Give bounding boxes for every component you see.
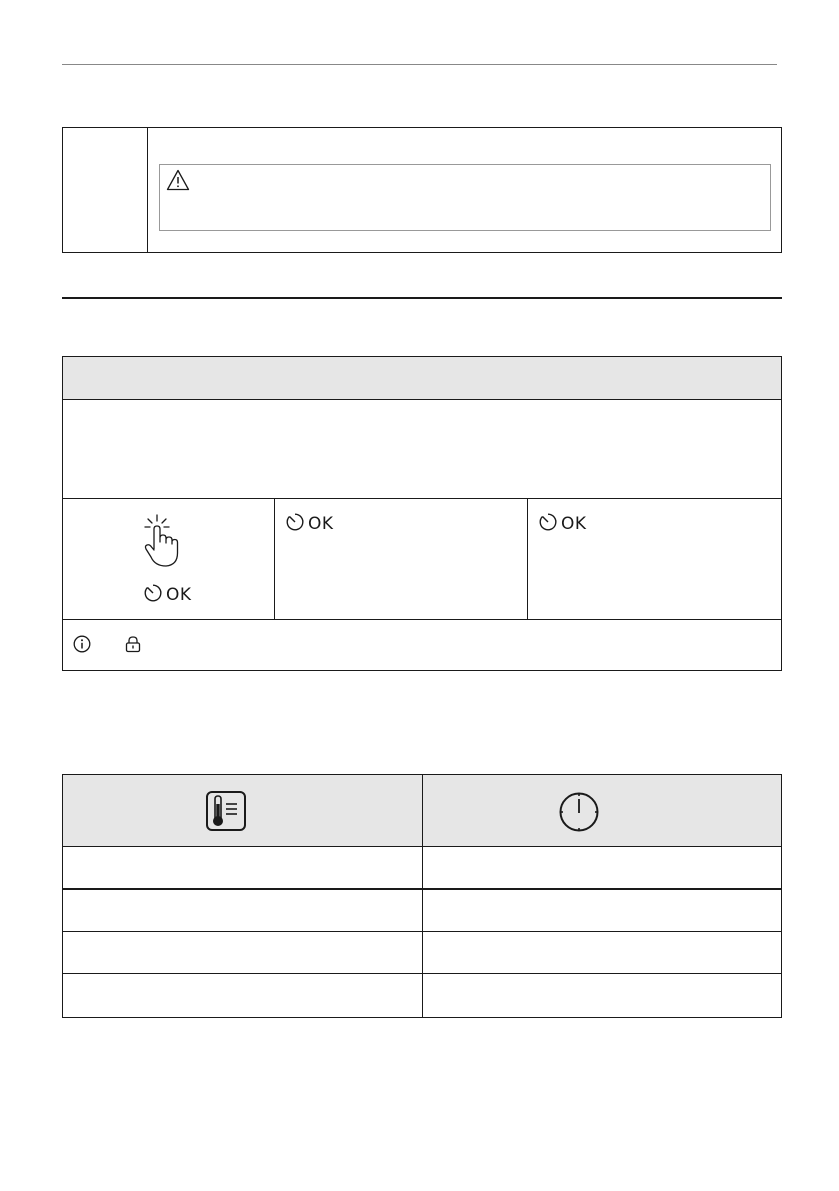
- warning-callout: [159, 164, 771, 231]
- header-rule: [62, 64, 777, 65]
- hand-touch-icon: [139, 513, 187, 573]
- timer-ok-control: [143, 583, 192, 607]
- warning-triangle-icon: [166, 169, 190, 195]
- warning-table: [62, 127, 782, 253]
- step-cell-2: [275, 499, 528, 619]
- timer-icon: [143, 583, 163, 607]
- procedure-note-row: [63, 620, 781, 669]
- timer-ok-control: [285, 512, 334, 536]
- step-cell-1: [63, 499, 275, 619]
- step-cell-3: [528, 499, 781, 619]
- ok-label: OK: [166, 585, 192, 605]
- timer-icon: [538, 512, 558, 536]
- warning-table-label-cell: [63, 128, 148, 252]
- section-rule: [62, 297, 782, 299]
- info-icon: [73, 635, 91, 657]
- procedure-table: [62, 356, 782, 671]
- table-row: [63, 974, 781, 1016]
- timer-ok-control: [538, 512, 587, 536]
- procedure-table-description: [63, 400, 781, 499]
- icon-table: [62, 774, 782, 1018]
- timer-icon: [285, 512, 305, 536]
- ok-label: OK: [308, 514, 334, 534]
- table-row: [63, 847, 781, 888]
- table-row: [63, 932, 781, 973]
- table-row: [63, 890, 781, 931]
- lock-icon: [124, 635, 142, 657]
- ok-label: OK: [561, 514, 587, 534]
- thermometer-display-icon: [205, 790, 247, 836]
- clock-icon: [558, 791, 600, 837]
- procedure-table-header: [63, 357, 781, 400]
- procedure-steps-row: [63, 499, 781, 620]
